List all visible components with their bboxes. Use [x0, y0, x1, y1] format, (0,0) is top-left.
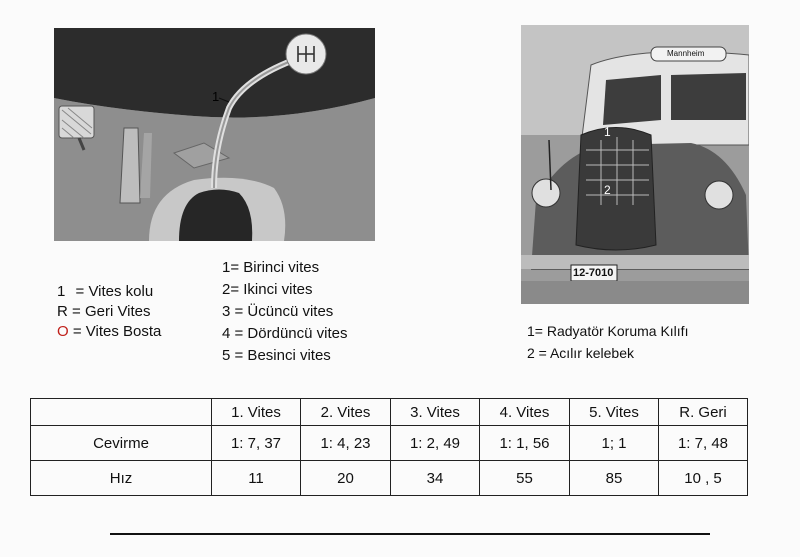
lever-legend	[57, 281, 161, 343]
row-label: Cevirme	[31, 426, 212, 461]
table-row	[31, 461, 748, 496]
table-cell: 1; 1	[570, 426, 659, 461]
table-cell: 34	[391, 461, 480, 496]
column-header: 1. Vites	[212, 399, 301, 426]
legend-key: R	[57, 303, 68, 320]
legend-item	[57, 301, 161, 323]
bottom-divider	[110, 533, 710, 535]
table-row	[31, 426, 748, 461]
table-cell: 11	[212, 461, 301, 496]
legend-item: 4 = Dördüncü vites	[222, 325, 348, 342]
truck-callout-1: 1	[604, 125, 611, 139]
table-cell: 1: 7, 48	[659, 426, 748, 461]
table-cell: 1: 1, 56	[480, 426, 570, 461]
column-header: 2. Vites	[301, 399, 391, 426]
legend-key: 1	[57, 283, 66, 300]
legend-text: = Vites Bosta	[72, 323, 162, 340]
table-cell: 1: 7, 37	[212, 426, 301, 461]
table-cell: 85	[570, 461, 659, 496]
table-corner-cell	[31, 399, 212, 426]
legend-key-neutral: O	[57, 323, 69, 340]
row-label: Hız	[31, 461, 212, 496]
lever-callout: 1	[212, 89, 220, 104]
legend-item: 2 = Acılır kelebek	[527, 345, 635, 361]
table-cell: 20	[301, 461, 391, 496]
truck-legend	[527, 320, 688, 364]
legend-item: 1= Birinci vites	[222, 259, 320, 276]
gear-lever-photo	[54, 28, 375, 241]
table-cell: 55	[480, 461, 570, 496]
table-cell: 10 , 5	[659, 461, 748, 496]
legend-item: 2= Ikinci vites	[222, 281, 313, 298]
table-cell: 1: 4, 23	[301, 426, 391, 461]
legend-text: = Geri Vites	[72, 303, 151, 320]
destination-sign: Mannheim	[667, 49, 705, 58]
license-plate: 12-7010	[573, 267, 614, 279]
column-header: 3. Vites	[391, 399, 480, 426]
column-header: R. Geri	[659, 399, 748, 426]
truck-callout-2: 2	[604, 183, 611, 197]
gear-legend	[222, 257, 348, 367]
legend-item: 5 = Besinci vites	[222, 347, 331, 364]
gear-ratio-table	[30, 398, 748, 496]
legend-item	[57, 321, 161, 343]
column-header: 4. Vites	[480, 399, 570, 426]
legend-item: 1= Radyatör Koruma Kılıfı	[527, 323, 689, 339]
legend-text: = Vites kolu	[75, 283, 154, 300]
truck-photo	[521, 25, 749, 304]
column-header: 5. Vites	[570, 399, 659, 426]
table-header-row	[31, 399, 748, 426]
legend-item: 3 = Ücüncü vites	[222, 303, 334, 320]
table-cell: 1: 2, 49	[391, 426, 480, 461]
legend-item	[57, 281, 161, 303]
